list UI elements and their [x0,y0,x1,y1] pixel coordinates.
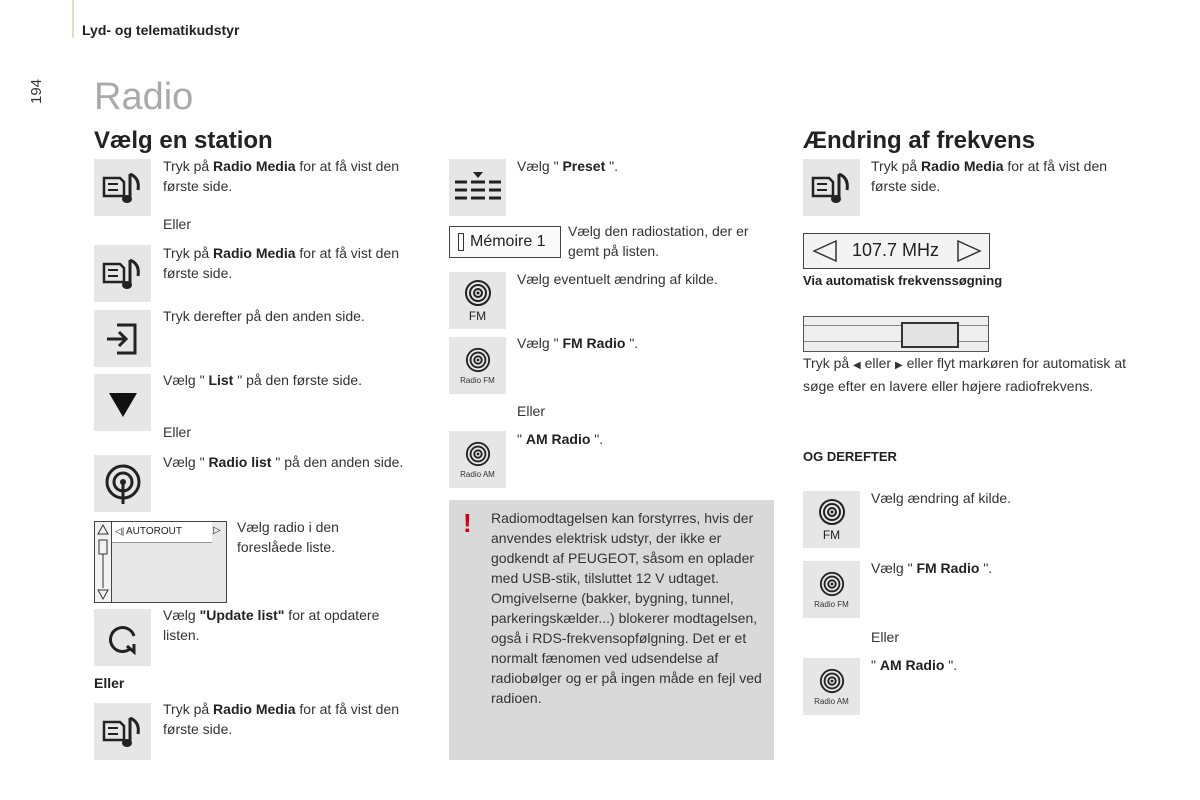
memory-preset-button[interactable] [449,226,561,258]
radio-fm-icon [803,561,860,618]
radio-fm-label: Radio FM [814,599,849,609]
fm-label: FM [822,527,841,542]
radio-am-icon [449,431,506,488]
step-text: Vælg "Update list" for at opdatere listen. [163,607,380,643]
radio-media-icon [94,703,151,760]
left-arrow-icon: ◀ [853,360,861,371]
page-number: 194 [28,78,45,104]
auto-search-label: Via automatisk frekvenssøgning [803,273,1003,288]
note-paragraph: Radiomodtagelsen kan forstyrres, hvis der anvendes elektrisk udstyr, der ikke er godkendt af PEUGEOT, såsom en oplader med USB-stik, tilsluttet 12 V udtaget. [491,510,755,586]
then-label: OG DEREFTER [803,449,897,464]
step-text: Vælg " List " på den første side. [163,372,363,388]
section-header: Lyd- og telematikudstyr [82,22,240,38]
scrollbar[interactable] [95,522,112,602]
slider-cursor[interactable] [901,322,959,348]
right-arrow-icon: ▶ [895,360,903,371]
preset-icon [449,159,506,216]
step-text: Tryk på Radio Media for at få vist den første side. [163,158,400,194]
or-text: Eller [517,403,546,419]
step-text: Vælg ændring af kilde. [871,490,1012,506]
previous-frequency-button[interactable] [812,239,838,263]
step-text: Tryk derefter på den anden side. [163,308,365,324]
update-list-icon [94,609,151,666]
step-text: Vælg " Radio list " på den anden side. [163,454,404,470]
or-heading: Eller [94,675,125,691]
memo-marker-icon [458,233,464,251]
or-text: Eller [163,424,192,440]
section-heading-select-station: Vælg en station [94,127,273,154]
step-text: Vælg eventuelt ændring af kilde. [517,271,718,287]
step-text: Vælg " FM Radio ". [871,560,993,576]
step-text: Tryk på Radio Media for at få vist den første side. [871,158,1108,194]
step-text: Vælg " Preset ". [517,158,618,174]
section-heading-change-frequency: Ændring af frekvens [803,127,1036,154]
step-text: Vælg den radiostation, der er gemt på listen. [568,223,749,259]
page-title: Radio [94,76,194,118]
slider-line [804,341,988,342]
next-frequency-button[interactable] [956,239,982,263]
frequency-display [803,233,990,269]
play-icon: ▷ [213,525,221,536]
step-text: Tryk på Radio Media for at få vist den første side. [163,245,400,281]
note-text [491,508,763,708]
step-text: " AM Radio ". [871,657,958,673]
list-down-arrow-icon [94,374,151,431]
radio-am-label: Radio AM [814,696,849,706]
step-text: Tryk på Radio Media for at få vist den første side. [163,701,400,737]
radio-fm-label: Radio FM [460,375,495,385]
list-item[interactable] [112,522,212,543]
step-text: " AM Radio ". [517,431,604,447]
radio-am-icon [803,658,860,715]
step-text: Vælg radio i den foreslåede liste. [237,519,339,555]
radio-media-icon [94,245,151,302]
fm-label: FM [468,308,487,323]
speaker-icon: ◁| [115,526,125,536]
warning-icon: ! [463,508,472,538]
radio-media-icon [803,159,860,216]
or-text: Eller [871,629,900,645]
frequency-slider[interactable] [803,316,989,352]
list-item-label: AUTOROUT [126,526,182,537]
radio-am-label: Radio AM [460,469,495,479]
radio-media-icon [94,159,151,216]
radio-fm-icon [449,337,506,394]
header-accent-bar [72,0,74,38]
step-text: Vælg " FM Radio ". [517,335,639,351]
note-paragraph: Omgivelserne (bakker, bygning, tunnel, parkeringskælder...) blokerer modtagelsen, også i RDS-frekvensopfølgning. Det er et normalt fænomen ved udsendelse af radiobølger og er på ingen måde en fejl ved radioen. [491,590,762,706]
next-page-icon [94,310,151,367]
fm-source-icon [803,491,860,548]
step-text: Tryk på ◀ eller ▶ eller flyt markøren for automatisk at søge efter en lavere eller højere radiofrekvens. [803,355,1126,394]
frequency-value: 107.7 MHz [852,240,940,260]
fm-source-icon [449,272,506,329]
or-text: Eller [163,216,192,232]
warning-note [449,500,774,760]
radio-list-icon [94,455,151,512]
station-list-screen [94,521,227,603]
slider-line [804,325,988,326]
memory-label: Mémoire 1 [470,233,546,250]
